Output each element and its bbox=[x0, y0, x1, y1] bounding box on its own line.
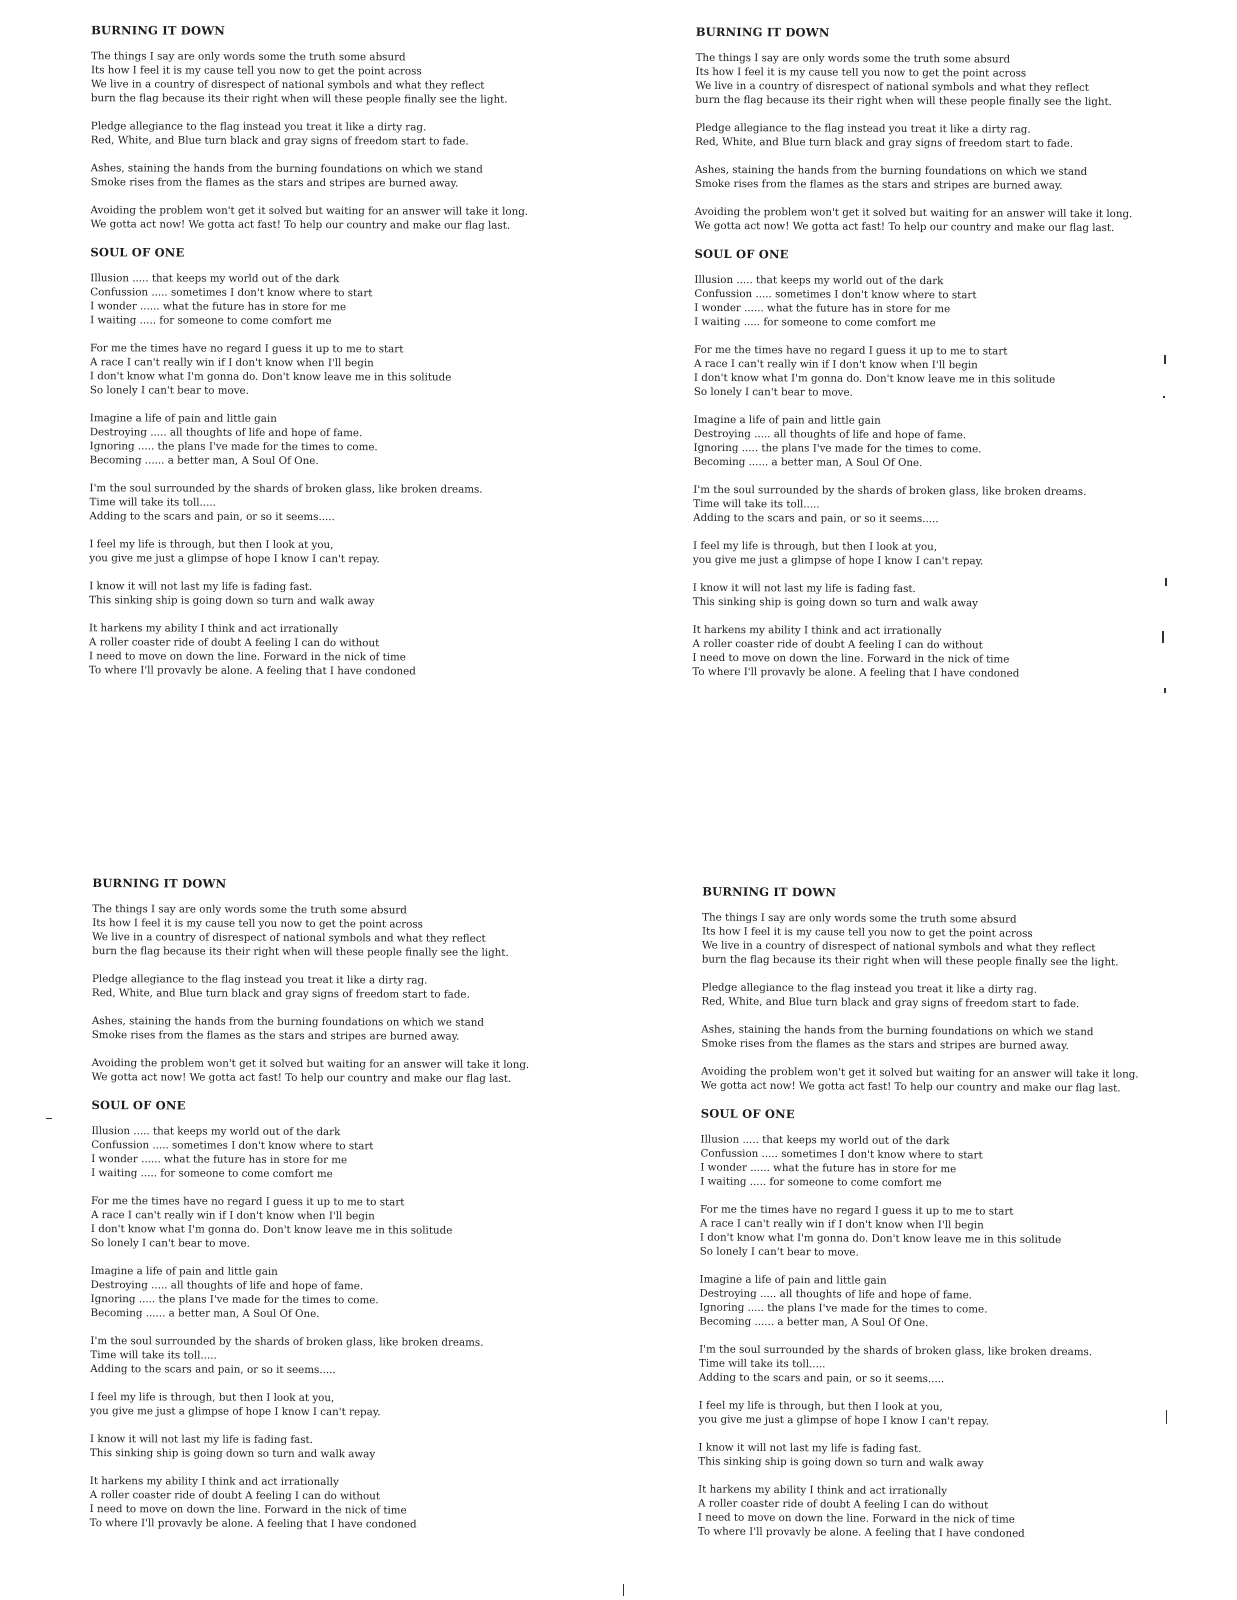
lyric-line: Ashes, staining the hands from the burning foundations on which we stand bbox=[694, 163, 1088, 178]
lyric-line: I wonder ...... what the future has in store for me bbox=[700, 1161, 957, 1176]
lyric-line: Illusion ..... that keeps my world out of the dark bbox=[90, 272, 340, 286]
lyric-line: Becoming ...... a better man, A Soul Of One. bbox=[89, 454, 319, 468]
song-soul-of-one bbox=[698, 1106, 1139, 1541]
lyric-line: Ashes, staining the hands from the burning foundations on which we stand bbox=[90, 162, 483, 176]
stanza bbox=[89, 481, 527, 525]
stanza bbox=[701, 980, 1139, 1011]
lyric-line: Destroying ..... all thoughts of life and hope of fame. bbox=[90, 1279, 364, 1293]
stanza bbox=[695, 121, 1133, 151]
stanza bbox=[91, 49, 529, 107]
stanza bbox=[90, 1334, 528, 1378]
lyric-line: We gotta act now! We gotta act fast! To help our country and make our flag last. bbox=[700, 1079, 1121, 1095]
lyric-line: Ignoring ..... the plans I've made for the times to come. bbox=[693, 441, 982, 456]
lyric-line: Confussion ..... sometimes I don't know where to start bbox=[91, 1139, 374, 1153]
lyric-line: A roller coaster ride of doubt A feeling I can do without bbox=[692, 637, 983, 652]
stanza bbox=[90, 341, 528, 399]
lyric-line: Time will take its toll..... bbox=[90, 1349, 217, 1362]
stanza bbox=[92, 1014, 530, 1044]
scan-speck bbox=[1164, 688, 1166, 693]
lyric-line: A roller coaster ride of doubt A feeling I can do without bbox=[88, 636, 380, 650]
stanza bbox=[695, 51, 1133, 109]
lyric-line: It harkens my ability I think and act irrationally bbox=[692, 623, 942, 638]
lyric-line: Time will take its toll..... bbox=[693, 497, 820, 511]
lyric-line: I don't know what I'm gonna do. Don't know leave me in this solitude bbox=[89, 370, 452, 384]
lyric-line: It harkens my ability I think and act irrationally bbox=[698, 1483, 948, 1498]
lyric-line: To where I'll provavly be alone. A feeling that I have condoned bbox=[89, 1517, 417, 1531]
lyric-line: I don't know what I'm gonna do. Don't know leave me in this solitude bbox=[699, 1231, 1062, 1246]
stanza bbox=[694, 343, 1132, 401]
stanza bbox=[701, 1022, 1139, 1053]
lyric-line: you give me just a glimpse of hope I know I can't repay. bbox=[692, 553, 984, 568]
song-burning-it-down bbox=[92, 876, 530, 1086]
song-soul-of-one bbox=[90, 1098, 529, 1532]
stanza bbox=[698, 1482, 1136, 1541]
lyric-line: We live in a country of disrespect of national symbols and what they reflect bbox=[695, 79, 1089, 94]
lyric-line: We live in a country of disrespect of national symbols and what they reflect bbox=[92, 931, 486, 945]
lyric-line: Smoke rises from the flames as the stars and stripes are burned away. bbox=[694, 177, 1063, 192]
lyric-line: Time will take its toll..... bbox=[89, 496, 216, 509]
lyric-line: We live in a country of disrespect of national symbols and what they reflect bbox=[90, 78, 485, 92]
lyric-line: I'm the soul surrounded by the shards of broken glass, like broken dreams. bbox=[89, 482, 483, 496]
lyric-line: Its how I feel it is my cause tell you now to get the point across bbox=[695, 65, 1027, 80]
lyric-line: I know it will not last my life is fading fast. bbox=[692, 581, 916, 596]
scan-speck bbox=[1165, 578, 1167, 586]
lyric-line: Pledge allegiance to the flag instead you treat it like a dirty rag. bbox=[90, 120, 427, 134]
lyric-line: Becoming ...... a better man, A Soul Of One. bbox=[90, 1307, 320, 1321]
lyric-line: We live in a country of disrespect of national symbols and what they reflect bbox=[701, 939, 1096, 955]
lyric-line: Ignoring ..... the plans I've made for the times to come. bbox=[699, 1301, 988, 1316]
lyric-line: It harkens my ability I think and act irrationally bbox=[89, 1475, 339, 1489]
lyric-line: I need to move on down the line. Forward in the nick of time bbox=[88, 650, 406, 664]
stanza bbox=[695, 205, 1133, 235]
stanza bbox=[694, 273, 1132, 331]
lyric-line: To where I'll provavly be alone. A feeling that I have condoned bbox=[697, 1525, 1025, 1540]
lyric-line: you give me just a glimpse of hope I know I can't repay. bbox=[90, 1405, 381, 1419]
stanza bbox=[91, 161, 529, 191]
song-title: SOUL OF ONE bbox=[90, 245, 185, 260]
lyric-line: you give me just a glimpse of hope I know I can't repay. bbox=[698, 1413, 990, 1428]
stanza bbox=[90, 1432, 528, 1462]
stanza bbox=[698, 1440, 1136, 1471]
stanza bbox=[90, 271, 528, 329]
lyric-line: Imagine a life of pain and little gain bbox=[693, 413, 881, 427]
lyric-line: I feel my life is through, but then I look at you, bbox=[698, 1399, 943, 1414]
stanza bbox=[699, 1272, 1137, 1331]
lyric-line: For me the times have no regard I guess it up to me to start bbox=[700, 1203, 1014, 1218]
lyric-line: To where I'll provavly be alone. A feeling that I have condoned bbox=[88, 664, 416, 678]
stanza bbox=[90, 411, 528, 469]
lyrics-panel-top-right bbox=[692, 25, 1133, 695]
stanza bbox=[693, 581, 1131, 611]
song-title: SOUL OF ONE bbox=[694, 246, 789, 262]
lyric-line: Avoiding the problem won't get it solved but waiting for an answer will take it long. bbox=[90, 204, 529, 218]
lyric-line: The things I say are only words some the truth some absurd bbox=[92, 903, 407, 917]
lyric-line: I waiting ..... for someone to come comfort me bbox=[694, 315, 936, 330]
lyric-line: Adding to the scars and pain, or so it seems..... bbox=[90, 1363, 336, 1377]
stanza bbox=[693, 539, 1131, 569]
lyric-line: Destroying ..... all thoughts of life and hope of fame. bbox=[693, 427, 967, 442]
lyric-line: It harkens my ability I think and act irrationally bbox=[89, 622, 339, 636]
stanza bbox=[91, 119, 529, 149]
lyric-line: I wonder ...... what the future has in store for me bbox=[694, 301, 951, 316]
lyric-line: burn the flag because its their right when will these people finally see the light. bbox=[701, 953, 1119, 969]
lyric-line: Illusion ..... that keeps my world out of the dark bbox=[91, 1125, 341, 1139]
song-burning-it-down bbox=[90, 23, 528, 233]
lyric-line: I feel my life is through, but then I look at you, bbox=[89, 538, 334, 552]
lyric-line: Smoke rises from the flames as the stars and stripes are burned away. bbox=[91, 1029, 460, 1043]
lyric-line: I wonder ...... what the future has in store for me bbox=[91, 1153, 348, 1167]
lyric-line: Becoming ...... a better man, A Soul Of One. bbox=[699, 1315, 929, 1330]
lyric-line: So lonely I can't bear to move. bbox=[89, 384, 249, 397]
song-soul-of-one bbox=[89, 245, 528, 679]
lyric-line: Red, White, and Blue turn black and gray signs of freedom start to fade. bbox=[701, 995, 1080, 1011]
lyric-line: Adding to the scars and pain, or so it seems..... bbox=[698, 1371, 945, 1386]
lyric-line: The things I say are only words some the truth some absurd bbox=[91, 50, 406, 64]
scan-speck bbox=[1164, 355, 1166, 364]
lyric-line: A roller coaster ride of doubt A feeling I can do without bbox=[89, 1489, 381, 1503]
lyric-line: So lonely I can't bear to move. bbox=[699, 1245, 859, 1259]
lyric-line: Ashes, staining the hands from the burning foundations on which we stand bbox=[91, 1015, 485, 1029]
lyric-line: I waiting ..... for someone to come comfort me bbox=[700, 1175, 942, 1190]
lyric-line: Pledge allegiance to the flag instead you treat it like a dirty rag. bbox=[695, 121, 1031, 136]
lyric-line: A roller coaster ride of doubt A feeling I can do without bbox=[697, 1497, 989, 1512]
stanza bbox=[701, 1064, 1139, 1095]
song-title: SOUL OF ONE bbox=[700, 1106, 795, 1122]
lyric-line: I know it will not last my life is fading fast. bbox=[698, 1441, 922, 1456]
lyric-line: Ignoring ..... the plans I've made for the times to come. bbox=[90, 1293, 379, 1307]
song-title: BURNING IT DOWN bbox=[702, 884, 837, 900]
lyric-line: Pledge allegiance to the flag instead you treat it like a dirty rag. bbox=[701, 981, 1038, 996]
lyric-line: To where I'll provavly be alone. A feeling that I have condoned bbox=[692, 665, 1020, 680]
stanza bbox=[92, 1056, 530, 1086]
lyric-line: you give me just a glimpse of hope I know I can't repay. bbox=[89, 552, 380, 566]
stanza bbox=[702, 910, 1140, 969]
lyric-line: We gotta act now! We gotta act fast! To help our country and make our flag last. bbox=[694, 219, 1115, 235]
stanza bbox=[91, 1194, 529, 1252]
lyric-line: I waiting ..... for someone to come comfort me bbox=[90, 314, 332, 328]
lyric-line: I wonder ...... what the future has in store for me bbox=[90, 300, 347, 314]
lyric-line: Illusion ..... that keeps my world out of the dark bbox=[700, 1133, 950, 1148]
lyrics-panel-bottom-left bbox=[90, 876, 530, 1546]
lyric-line: Becoming ...... a better man, A Soul Of One. bbox=[693, 455, 923, 470]
stanza bbox=[692, 623, 1130, 681]
lyric-line: For me the times have no regard I guess it up to me to start bbox=[694, 343, 1008, 358]
lyric-line: Imagine a life of pain and little gain bbox=[699, 1273, 887, 1287]
lyric-line: I need to move on down the line. Forward in the nick of time bbox=[692, 651, 1010, 666]
lyric-line: Avoiding the problem won't get it solved but waiting for an answer will take it long. bbox=[694, 205, 1133, 221]
lyric-line: This sinking ship is going down so turn and walk away bbox=[698, 1455, 984, 1470]
song-soul-of-one bbox=[692, 247, 1132, 681]
song-burning-it-down bbox=[701, 884, 1140, 1095]
lyric-line: Confussion ..... sometimes I don't know where to start bbox=[90, 286, 373, 300]
lyric-line: Destroying ..... all thoughts of life and hope of fame. bbox=[89, 426, 363, 440]
lyric-line: Imagine a life of pain and little gain bbox=[90, 1265, 278, 1278]
lyric-line: I'm the soul surrounded by the shards of broken glass, like broken dreams. bbox=[90, 1335, 484, 1349]
lyric-line: We gotta act now! We gotta act fast! To help our country and make our flag last. bbox=[90, 218, 511, 232]
lyric-line: Its how I feel it is my cause tell you now to get the point across bbox=[90, 64, 422, 78]
lyric-line: Ignoring ..... the plans I've made for the times to come. bbox=[89, 440, 378, 454]
lyric-line: The things I say are only words some the truth some absurd bbox=[702, 911, 1017, 926]
stanza bbox=[695, 163, 1133, 193]
lyric-line: I waiting ..... for someone to come comfort me bbox=[91, 1167, 333, 1181]
scan-speck bbox=[1163, 396, 1165, 398]
lyric-line: So lonely I can't bear to move. bbox=[90, 1237, 250, 1250]
lyric-line: Smoke rises from the flames as the stars and stripes are burned away. bbox=[701, 1037, 1069, 1053]
lyric-line: This sinking ship is going down so turn and walk away bbox=[692, 595, 979, 610]
lyric-line: Adding to the scars and pain, or so it seems..... bbox=[89, 510, 335, 524]
lyric-line: Ashes, staining the hands from the burning foundations on which we stand bbox=[701, 1023, 1094, 1039]
stanza bbox=[92, 902, 530, 960]
stanza bbox=[699, 1398, 1137, 1429]
lyric-line: I need to move on down the line. Forward in the nick of time bbox=[89, 1503, 407, 1517]
lyric-line: Avoiding the problem won't get it solved but waiting for an answer will take it long. bbox=[91, 1057, 530, 1071]
stanza bbox=[92, 972, 530, 1002]
stanza bbox=[89, 621, 527, 679]
lyrics-panel-bottom-right bbox=[698, 884, 1140, 1555]
lyric-line: So lonely I can't bear to move. bbox=[693, 385, 853, 399]
lyric-line: Smoke rises from the flames as the stars and stripes are burned away. bbox=[90, 176, 459, 190]
song-burning-it-down bbox=[695, 25, 1134, 235]
lyric-line: Imagine a life of pain and little gain bbox=[89, 412, 277, 425]
song-title: BURNING IT DOWN bbox=[91, 23, 226, 38]
lyric-line: A race I can't really win if I don't know when I'll begin bbox=[693, 357, 978, 372]
stanza bbox=[693, 483, 1131, 527]
lyric-line: I don't know what I'm gonna do. Don't know leave me in this solitude bbox=[90, 1223, 453, 1237]
lyric-line: Confussion ..... sometimes I don't know where to start bbox=[694, 287, 977, 302]
scan-speck bbox=[1166, 1410, 1167, 1424]
lyric-line: Destroying ..... all thoughts of life and hope of fame. bbox=[699, 1287, 973, 1302]
lyric-line: Confussion ..... sometimes I don't know where to start bbox=[700, 1147, 983, 1162]
lyric-line: I feel my life is through, but then I look at you, bbox=[692, 539, 938, 554]
lyric-line: Its how I feel it is my cause tell you now to get the point across bbox=[92, 917, 423, 931]
lyric-line: burn the flag because its their right when will these people finally see the light. bbox=[695, 93, 1112, 109]
stanza bbox=[91, 1264, 529, 1322]
lyric-line: burn the flag because its their right when will these people finally see the light. bbox=[92, 945, 509, 959]
lyric-line: Red, White, and Blue turn black and gray signs of freedom start to fade. bbox=[90, 134, 469, 148]
lyric-line: I feel my life is through, but then I look at you, bbox=[90, 1391, 335, 1405]
lyric-line: burn the flag because its their right when will these people finally see the light. bbox=[90, 92, 508, 106]
lyric-line: A race I can't really win if I don't know when I'll begin bbox=[90, 1209, 375, 1223]
stanza bbox=[90, 1390, 528, 1420]
song-title: BURNING IT DOWN bbox=[92, 876, 227, 891]
lyric-line: Illusion ..... that keeps my world out of the dark bbox=[694, 273, 944, 288]
lyric-line: I know it will not last my life is fading fast. bbox=[89, 580, 313, 594]
lyric-line: Adding to the scars and pain, or so it seems..... bbox=[693, 511, 939, 526]
lyric-line: Time will take its toll..... bbox=[698, 1357, 826, 1371]
lyric-line: For me the times have no regard I guess it up to me to start bbox=[91, 1195, 405, 1209]
lyric-line: I need to move on down the line. Forward in the nick of time bbox=[697, 1511, 1015, 1526]
lyric-line: Pledge allegiance to the flag instead you treat it like a dirty rag. bbox=[91, 973, 428, 987]
stanza bbox=[89, 579, 527, 609]
lyric-line: Avoiding the problem won't get it solved but waiting for an answer will take it long. bbox=[700, 1065, 1139, 1081]
stanza bbox=[90, 203, 528, 233]
stanza bbox=[91, 1124, 529, 1182]
lyric-line: A race I can't really win if I don't know when I'll begin bbox=[89, 356, 374, 370]
lyric-line: I know it will not last my life is fading fast. bbox=[89, 1433, 314, 1447]
lyric-line: Red, White, and Blue turn black and gray signs of freedom start to fade. bbox=[91, 987, 470, 1001]
song-title: SOUL OF ONE bbox=[91, 1098, 186, 1113]
lyric-line: I'm the soul surrounded by the shards of broken glass, like broken dreams. bbox=[693, 483, 1087, 498]
lyric-line: A race I can't really win if I don't know when I'll begin bbox=[699, 1217, 984, 1232]
lyric-line: I'm the soul surrounded by the shards of broken glass, like broken dreams. bbox=[699, 1343, 1093, 1359]
scan-speck bbox=[1162, 631, 1164, 643]
lyric-line: The things I say are only words some the truth some absurd bbox=[695, 51, 1011, 66]
lyric-line: Red, White, and Blue turn black and gray signs of freedom start to fade. bbox=[695, 135, 1074, 150]
stanza bbox=[89, 537, 527, 567]
lyrics-panel-top-left bbox=[89, 23, 529, 693]
stanza bbox=[90, 1474, 528, 1532]
song-title: BURNING IT DOWN bbox=[695, 24, 830, 40]
lyric-line: I don't know what I'm gonna do. Don't know leave me in this solitude bbox=[693, 371, 1056, 386]
stanza bbox=[700, 1202, 1138, 1261]
lyric-line: Its how I feel it is my cause tell you now to get the point across bbox=[701, 925, 1033, 940]
stanza bbox=[700, 1132, 1138, 1191]
scan-speck bbox=[623, 1584, 624, 1596]
lyric-line: We gotta act now! We gotta act fast! To help our country and make our flag last. bbox=[91, 1071, 512, 1085]
lyric-line: This sinking ship is going down so turn and walk away bbox=[89, 594, 375, 608]
scan-speck bbox=[46, 1118, 52, 1119]
stanza bbox=[693, 413, 1131, 471]
lyric-line: This sinking ship is going down so turn and walk away bbox=[89, 1447, 376, 1461]
lyric-line: For me the times have no regard I guess it up to me to start bbox=[90, 342, 404, 356]
stanza bbox=[699, 1342, 1137, 1387]
